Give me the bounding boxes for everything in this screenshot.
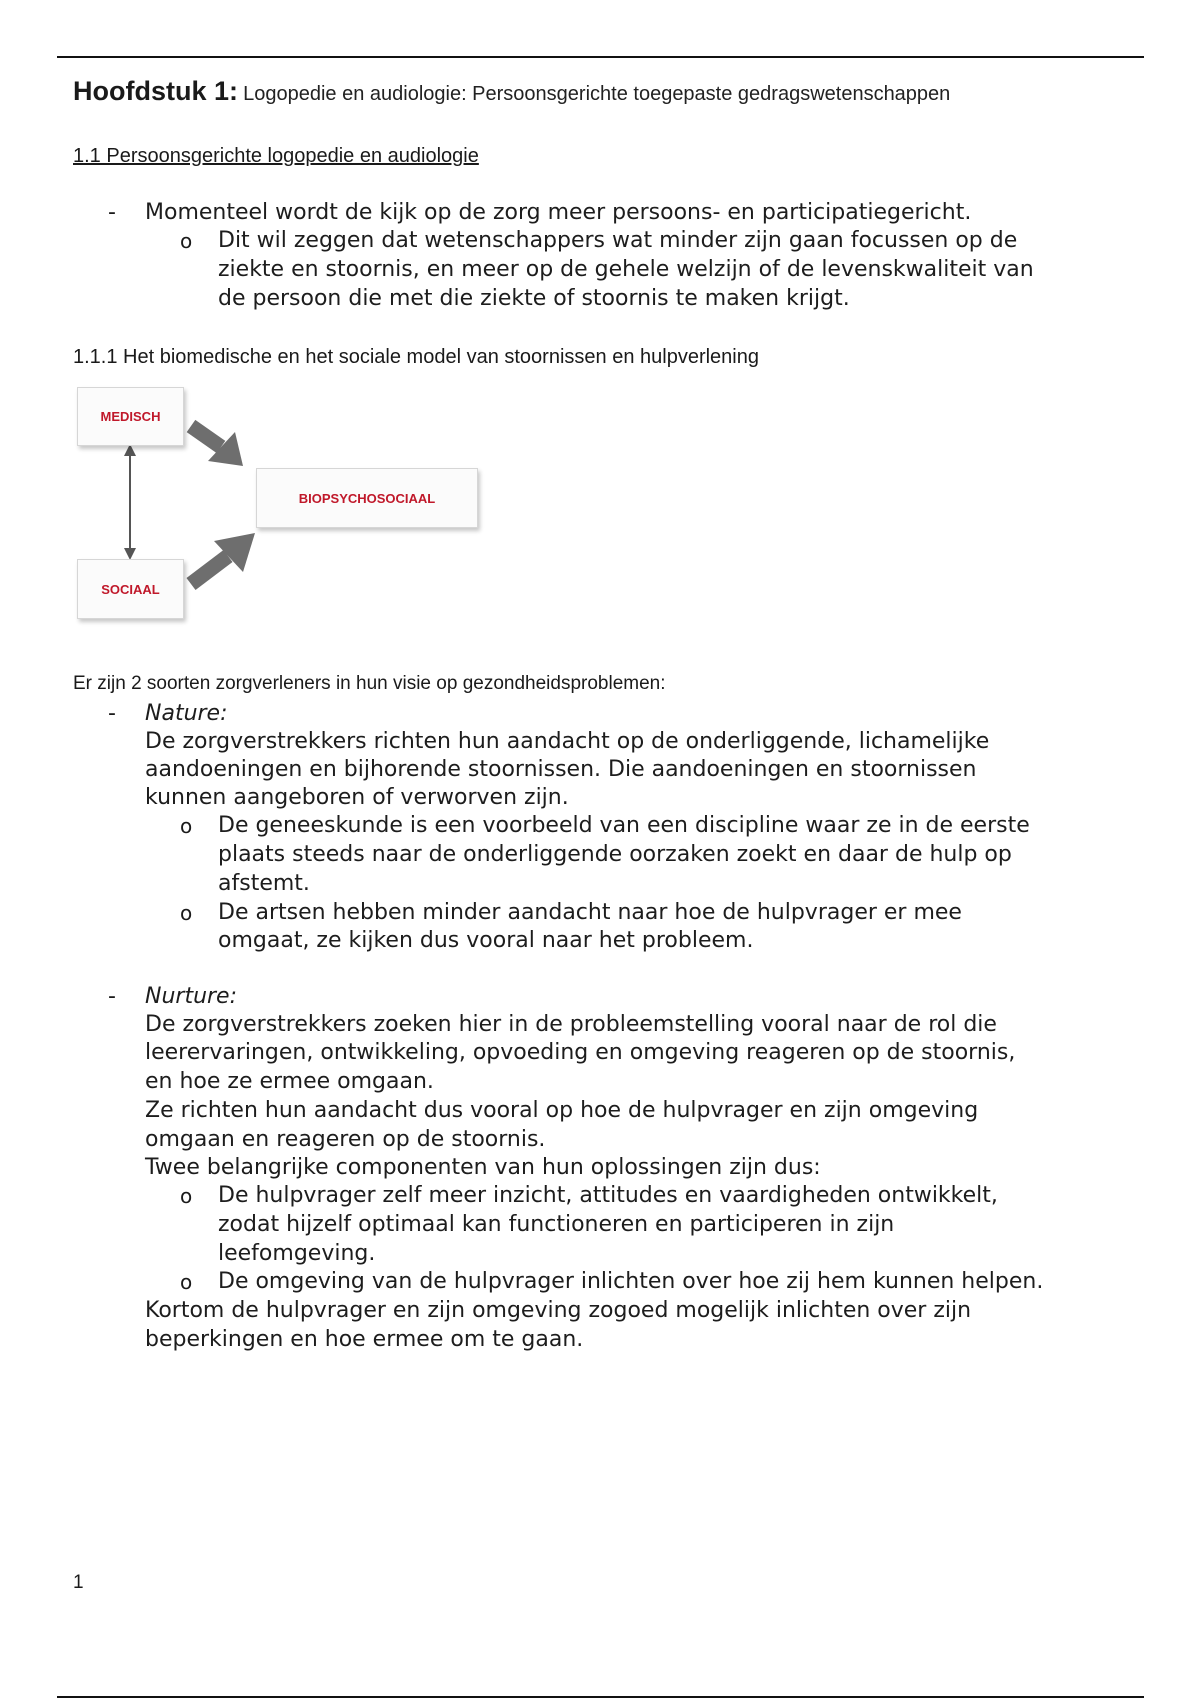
chapter-title: Logopedie en audiologie: Persoonsgerichte toegepaste gedragswetenschappen bbox=[243, 83, 951, 105]
nature-desc-line: De zorgverstrekkers richten hun aandacht op de onderliggende, lichamelijke bbox=[145, 729, 990, 754]
nature-sub-line: afstemt. bbox=[218, 871, 310, 896]
bullet-dash: - bbox=[108, 984, 116, 1009]
model-diagram bbox=[73, 384, 483, 624]
subsection-heading: 1.1.1 Het biomedische en het sociale model van stoornissen en hulpverlening bbox=[73, 346, 759, 368]
nurture-sub-line: zodat hijzelf optimaal kan functioneren en participeren in zijn bbox=[218, 1212, 895, 1237]
list-item-line: de persoon die met die ziekte of stoornis te maken krijgt. bbox=[218, 286, 850, 311]
medisch-box: MEDISCH bbox=[77, 387, 184, 446]
nurture-desc-line: De zorgverstrekkers zoeken hier in de probleemstelling vooral naar de rol die bbox=[145, 1012, 997, 1037]
arrow-medisch-to-bio bbox=[191, 426, 243, 466]
bullet-o: o bbox=[180, 901, 193, 925]
nurture-desc-line: en hoe ze ermee omgaan. bbox=[145, 1069, 434, 1094]
biopsychosociaal-box: BIOPSYCHOSOCIAAL bbox=[256, 468, 478, 528]
page-number: 1 bbox=[73, 1572, 84, 1593]
list-item-line: ziekte en stoornis, en meer op de gehele welzijn of de levenskwaliteit van bbox=[218, 257, 1034, 282]
nature-sub-line: plaats steeds naar de onderliggende oorzaken zoekt en daar de hulp op bbox=[218, 842, 1012, 867]
nurture-desc-line: omgaan en reageren op de stoornis. bbox=[145, 1127, 546, 1152]
bullet-dash: - bbox=[108, 701, 116, 726]
chapter-label: Hoofdstuk 1: bbox=[73, 76, 238, 106]
nurture-sub-line: leefomgeving. bbox=[218, 1241, 376, 1266]
intro-line: Er zijn 2 soorten zorgverleners in hun visie op gezondheidsproblemen: bbox=[73, 673, 666, 694]
nurture-summary-line: beperkingen en hoe ermee om te gaan. bbox=[145, 1327, 584, 1352]
nurture-desc-line: leerervaringen, ontwikkeling, opvoeding en omgeving reageren op de stoornis, bbox=[145, 1040, 1016, 1065]
nature-label: Nature: bbox=[145, 701, 228, 726]
bullet-o: o bbox=[180, 1184, 193, 1208]
bullet-o: o bbox=[180, 1270, 193, 1294]
nature-sub-line: De geneeskunde is een voorbeeld van een discipline waar ze in de eerste bbox=[218, 813, 1030, 838]
list-item: Momenteel wordt de kijk op de zorg meer persoons- en participatiegericht. bbox=[145, 200, 972, 225]
nurture-sub-line: De hulpvrager zelf meer inzicht, attitudes en vaardigheden ontwikkelt, bbox=[218, 1183, 998, 1208]
nature-sub-line: omgaat, ze kijken dus vooral naar het probleem. bbox=[218, 928, 754, 953]
list-item-line: Dit wil zeggen dat wetenschappers wat minder zijn gaan focussen op de bbox=[218, 228, 1018, 253]
top-rule bbox=[57, 56, 1144, 58]
page-title bbox=[73, 76, 950, 107]
nurture-sub-line: De omgeving van de hulpvrager inlichten over hoe zij hem kunnen helpen. bbox=[218, 1269, 1044, 1294]
arrow-sociaal-to-bio bbox=[191, 533, 255, 584]
section-heading: 1.1 Persoonsgerichte logopedie en audiologie bbox=[73, 145, 479, 167]
bullet-dash: - bbox=[108, 200, 116, 225]
nurture-summary-line: Kortom de hulpvrager en zijn omgeving zogoed mogelijk inlichten over zijn bbox=[145, 1298, 972, 1323]
nurture-desc-line: Twee belangrijke componenten van hun oplossingen zijn dus: bbox=[145, 1155, 821, 1180]
nature-sub-line: De artsen hebben minder aandacht naar hoe de hulpvrager er mee bbox=[218, 900, 962, 925]
bullet-o: o bbox=[180, 229, 193, 253]
nurture-desc-line: Ze richten hun aandacht dus vooral op hoe de hulpvrager en zijn omgeving bbox=[145, 1098, 979, 1123]
bottom-rule bbox=[57, 1696, 1144, 1698]
nature-desc-line: kunnen aangeboren of verworven zijn. bbox=[145, 785, 569, 810]
nurture-label: Nurture: bbox=[145, 984, 238, 1009]
sociaal-box: SOCIAAL bbox=[77, 559, 184, 619]
nature-desc-line: aandoeningen en bijhorende stoornissen. Die aandoeningen en stoornissen bbox=[145, 757, 977, 782]
bullet-o: o bbox=[180, 814, 193, 838]
